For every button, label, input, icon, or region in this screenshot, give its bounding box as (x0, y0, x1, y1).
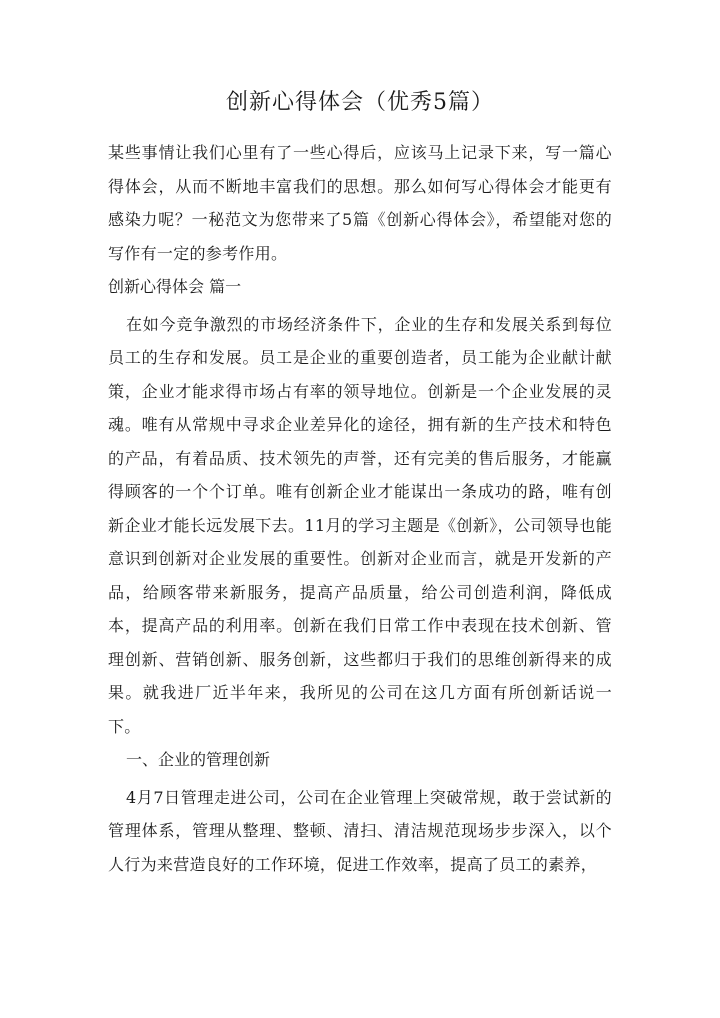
sub-heading-management-innovation: 一、企业的管理创新 (126, 750, 271, 769)
body-paragraph-2: 4月7日管理走进公司，公司在企业管理上突破常规，敢于尝试新的管理体系，管理从整理、整顿、清扫、清洁规范现场步步深入，以个人行为来营造良好的工作环境，促进工作效率，提高了员工的素养， (108, 787, 612, 874)
document-title: 创新心得体会（优秀5篇） (226, 90, 494, 115)
section-heading: 创新心得体会 篇一 (108, 277, 242, 296)
body-paragraph-1: 在如今竞争激烈的市场经济条件下，企业的生存和发展关系到每位员工的生存和发展。员工是企业的重要创造者，员工能为企业献计献策，企业才能求得市场占有率的领导地位。创新是一个企业发展的灵魂。唯有从常规中寻求企业差异化的途径，拥有新的生产技术和特色的产品，有着品质、技术领先的声誉，还有完美的售后服务，才能赢得顾客的一个个订单。唯有创新企业才能谋出一条成功的路，唯有创新企业才能长远发展下去。11月的学习主题是《创新》，公司领导也能意识到创新对企业发展的重要性。创新对企业而言，就是开发新的产品，给顾客带来新服务，提高产品质量，给公司创造利润，降低成本，提高产品的利用率。创新在我们日常工作中表现在技术创新、管理创新、营销创新、服务创新，这些都归于我们的思维创新得来的成果。就我进厂近半年来，我所见的公司在这几方面有所创新话说一下。 (108, 314, 612, 736)
intro-paragraph: 某些事情让我们心里有了一些心得后，应该马上记录下来，写一篇心得体会，从而不断地丰富我们的思想。那么如何写心得体会才能更有感染力呢？一秘范文为您带来了5篇《创新心得体会》，希望能对您的写作有一定的参考作用。 (108, 143, 612, 263)
